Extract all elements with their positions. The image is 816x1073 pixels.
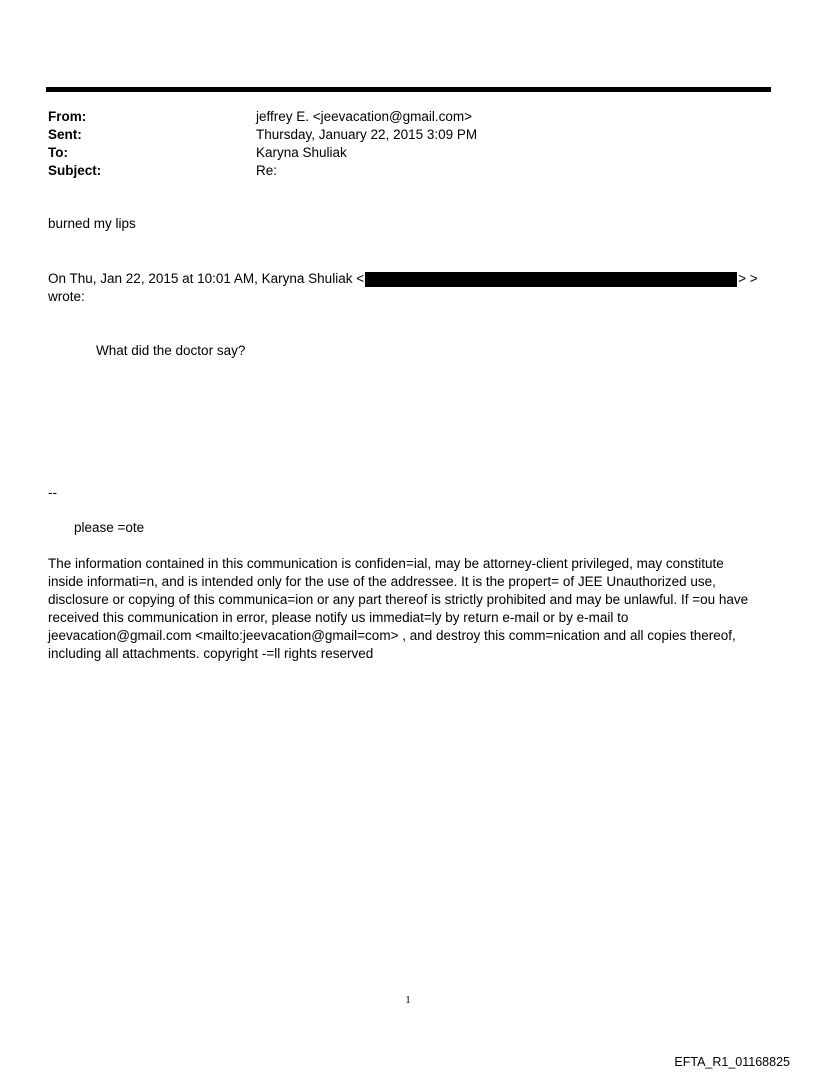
redaction-block	[365, 272, 737, 287]
sent-value: Thursday, January 22, 2015 3:09 PM	[256, 127, 478, 142]
quote-intro-wrote: wrote:	[48, 289, 85, 304]
from-value: jeffrey E. <jeevacation@gmail.com>	[256, 109, 473, 124]
email-header	[48, 108, 748, 180]
document-id: EFTA_R1_01168825	[674, 1055, 790, 1069]
subject-label: Subject:	[48, 163, 102, 178]
confidentiality-disclaimer	[48, 555, 768, 663]
subject-value: Re:	[256, 163, 278, 178]
disclaimer-line: received this communication in error, please notify us immediat=ly by return e-mail or by e-mail to	[48, 610, 629, 625]
to-row	[48, 144, 748, 162]
quote-intro-line	[48, 270, 758, 288]
page-number: 1	[405, 994, 411, 1006]
from-label: From:	[48, 109, 87, 124]
sent-row	[48, 126, 748, 144]
disclaimer-line: jeevacation@gmail.com <mailto:jeevacation@gmail=com> , and destroy this comm=nication and all copies thereof,	[48, 628, 736, 643]
from-row	[48, 108, 748, 126]
sent-label: Sent:	[48, 127, 82, 142]
quote-intro-prefix: On Thu, Jan 22, 2015 at 10:01 AM, Karyna Shuliak <	[48, 271, 365, 286]
disclaimer-line: The information contained in this communication is confiden=ial, may be attorney-client privileged, may constitute	[48, 556, 724, 571]
reply-text: burned my lips	[48, 216, 136, 231]
quoted-message: What did the doctor say?	[96, 343, 246, 358]
disclaimer-line: inside informati=n, and is intended only for the use of the addressee. It is the propert= of JEE Unauthorized use,	[48, 574, 716, 589]
header-divider	[46, 87, 771, 92]
disclaimer-line: including all attachments. copyright -=ll rights reserved	[48, 646, 374, 661]
to-label: To:	[48, 145, 68, 160]
signature-note: please =ote	[74, 520, 145, 535]
to-value: Karyna Shuliak	[256, 145, 347, 160]
signature-separator: --	[48, 485, 57, 500]
quote-intro-suffix: > >	[738, 271, 758, 286]
disclaimer-line: disclosure or copying of this communica=ion or any part thereof is strictly prohibited and may be unlawful. If =ou have	[48, 592, 749, 607]
subject-row	[48, 162, 748, 180]
